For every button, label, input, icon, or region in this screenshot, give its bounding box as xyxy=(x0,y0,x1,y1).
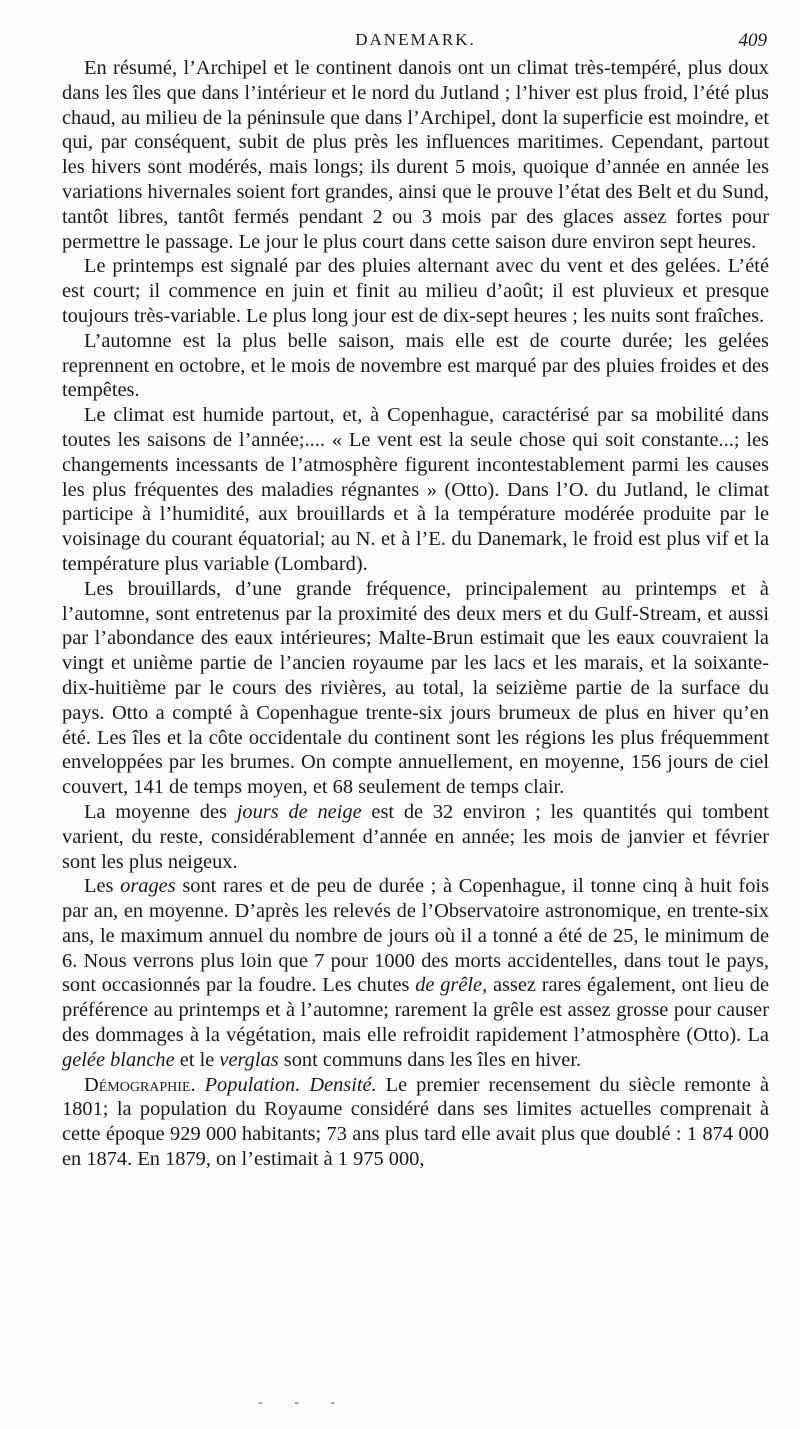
footer-marks: - - - xyxy=(258,1395,349,1410)
paragraph-humidity: Le climat est humide partout, et, à Copenhague, caractérisé par sa mobilité dans toutes les saisons de l’année;.... « Le vent est la seule chose qui soit constante...; les changements incessants de l’atmosphère figurent incontestablement parmi les causes les plus fréquentes des maladies régnantes » (Otto). Dans l’O. du Jutland, le climat participe à l’humidité, aux brouillards et à la température modérée produite par le voisinage du courant équatorial; au N. et à l’E. du Danemark, le froid est plus vif et la température plus variable (Lombard). xyxy=(62,404,769,575)
document-page xyxy=(62,28,769,1172)
emphasis-storms: orages xyxy=(120,875,176,898)
subheading-population: Population. xyxy=(204,1073,301,1096)
text-run: Le premier recensement du siècle remonte à 1801; la population du Royaume considéré dans ses limites actuelles comprenait à cette époque 929 000 habitants; 73 ans plus tard elle avait plus que doublé : 1 874 000 en 1874. En 1879, on l’estimait à 1 975 000, xyxy=(62,1073,769,1171)
running-title: DANEMARK. xyxy=(355,30,476,49)
paragraph-climate-summary: En résumé, l’Archipel et le continent danois ont un climat très-tempéré, plus doux dans les îles que dans l’intérieur et le nord du Jutland ; l’hiver est plus froid, l’été plus chaud, au milieu de la péninsule que dans l’Archipel, dont la superficie est moindre, et qui, par conséquent, subit de plus près les influences maritimes. Cependant, partout les hivers sont modérés, mais longs; ils durent 5 mois, quoique d’année en année les variations hivernales soient fort grandes, ainsi que le prouve l’état des Belt et du Sund, tantôt libres, tantôt fermés pendant 2 ou 3 mois par des glaces assez fortes pour permettre le passage. Le jour le plus court dans cette saison dure environ sept heures. xyxy=(62,57,769,253)
emphasis-hail: de grêle, xyxy=(415,974,488,997)
text-run: Les xyxy=(84,875,121,898)
text-run: assez rares également, ont lieu de préférence au printemps et à l’automne; rarement la grêle est assez grosse pour causer des dommages à la végétation, mais elle refroidit rapidement l’atmosphère (Otto). La xyxy=(62,974,770,1047)
emphasis-frost: gelée blanche xyxy=(62,1048,175,1071)
page-header xyxy=(62,28,769,56)
paragraph-demography xyxy=(62,1073,769,1172)
paragraph-fog: Les brouillards, d’une grande fréquence, principalement au printemps et à l’automne, sont entretenus par la proximité des deux mers et du Gulf-Stream, et aussi par l’abondance des eaux intérieures; Malte-Brun estimait que les eaux couvraient la vingt et unième partie de l’ancien royaume par les lacs et les marais, et la soixante-dix-huitième par le cours des rivières, au total, la seizième partie de la surface du pays. Otto a compté à Copenhague trente-six jours brumeux de plus en hiver qu’en été. Les îles et la côte occidentale du continent sont les régions les plus fréquemment enveloppées par les brumes. On compte annuellement, en moyenne, 156 jours de ciel couvert, 141 de temps moyen, et 68 seulement de temps clair. xyxy=(62,577,769,799)
paragraph-spring-summer: Le printemps est signalé par des pluies alternant avec du vent et des gelées. L’été est court; il commence en juin et finit au milieu d’août; il est pluvieux et presque toujours très-variable. Le plus long jour est de dix-sept heures ; les nuits sont fraîches. xyxy=(62,255,769,327)
emphasis-black-ice: verglas xyxy=(219,1048,279,1071)
text-run: et le xyxy=(174,1048,220,1071)
page-number: 409 xyxy=(738,30,767,51)
text-run: La moyenne des xyxy=(84,800,237,823)
section-heading-demography: Démographie. xyxy=(84,1073,196,1096)
text-run: sont communs dans les îles en hiver. xyxy=(278,1048,582,1071)
text-run: est de 32 environ ; les quantités qui tombent varient, du reste, considérablement d’année en année; les mois de janvier et février sont les plus neigeux. xyxy=(62,800,769,873)
text-run: sont rares et de peu de durée ; à Copenhague, il tonne cinq à huit fois par an, en moyenne. D’après les relevés de l’Observatoire astronomique, en trente-six ans, le maximum annuel du nombre de jours où il a tonné a été de 25, le minimum de 6. Nous verrons plus loin que 7 pour 1000 des morts accidentelles, dans tout le pays, sont occasionnés par la foudre. Les chutes xyxy=(62,875,769,997)
paragraph-snow xyxy=(62,800,769,874)
paragraph-autumn: L’automne est la plus belle saison, mais elle est de courte durée; les gelées reprennent en octobre, et le mois de novembre est marqué par des pluies froides et des tempêtes. xyxy=(62,329,769,402)
paragraph-storms xyxy=(62,874,769,1072)
subheading-density: Densité. xyxy=(309,1073,377,1096)
emphasis-snow-days: jours de neige xyxy=(236,800,362,823)
